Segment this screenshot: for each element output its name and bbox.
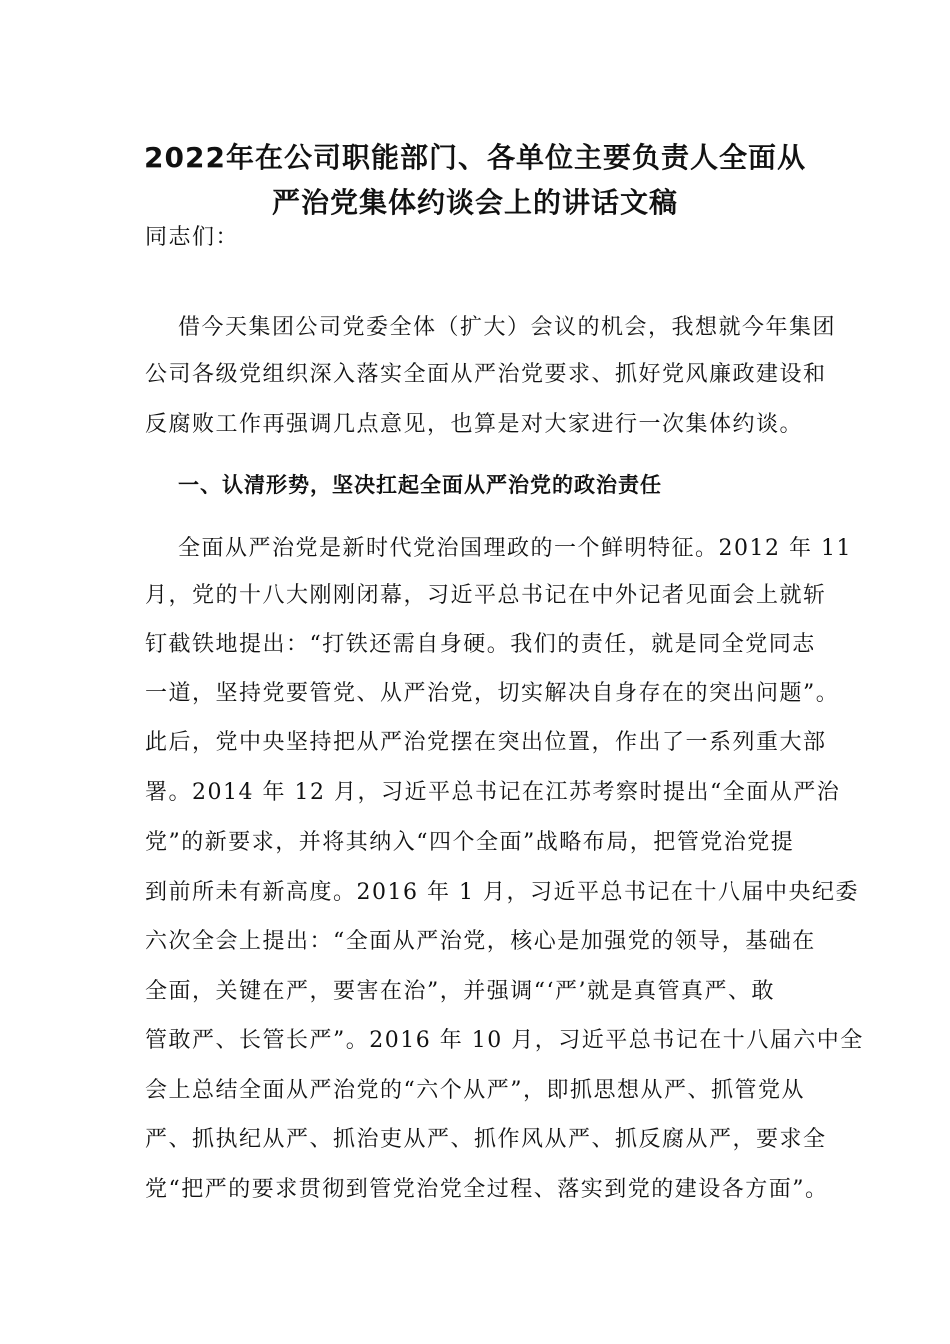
section-1-line-4: 一道，坚持党要管党、从严治党，切实解决自身存在的突出问题”。 xyxy=(145,681,840,706)
section-1-line-11: 管敢严、长管长严”。2016 年 10 月，习近平总书记在十八届六中全 xyxy=(145,1028,864,1053)
section-1-line-10: 全面，关键在严，要害在治”，并强调“‘严’就是真管真严、敢 xyxy=(145,979,775,1004)
document-title-line-2: 严治党集体约谈会上的讲话文稿 xyxy=(271,186,678,219)
salutation: 同志们： xyxy=(145,225,240,250)
section-1-line-9: 六次全会上提出：“全面从严治党，核心是加强党的领导，基础在 xyxy=(145,929,816,954)
intro-line-3: 反腐败工作再强调几点意见，也算是对大家进行一次集体约谈。 xyxy=(145,412,804,437)
section-1-line-13: 严、抓执纪从严、抓治吏从严、抓作风从严、抓反腐从严，要求全 xyxy=(145,1127,827,1152)
section-1-line-5: 此后，党中央坚持把从严治党摆在突出位置，作出了一系列重大部 xyxy=(145,730,827,755)
section-1-line-8: 到前所未有新高度。2016 年 1 月，习近平总书记在十八届中央纪委 xyxy=(145,880,859,905)
section-1-line-7: 党”的新要求，并将其纳入“四个全面”战略布局，把管党治党提 xyxy=(145,830,795,855)
section-1-line-3: 钉截铁地提出：“打铁还需自身硬。我们的责任，就是同全党同志 xyxy=(145,632,816,657)
section-1-line-14: 党“把严的要求贯彻到管党治党全过程、落实到党的建设各方面”。 xyxy=(145,1177,829,1202)
section-1-line-2: 月，党的十八大刚刚闭幕，习近平总书记在中外记者见面会上就斩 xyxy=(145,583,827,608)
section-1-line-6: 署。2014 年 12 月，习近平总书记在江苏考察时提出“全面从严治 xyxy=(145,780,841,805)
document-title-line-1: 2022年在公司职能部门、各单位主要负责人全面从 xyxy=(144,141,806,174)
section-1-line-1: 全面从严治党是新时代党治国理政的一个鲜明特征。2012 年 11 xyxy=(178,536,852,561)
intro-line-2: 公司各级党组织深入落实全面从严治党要求、抓好党风廉政建设和 xyxy=(145,362,827,387)
section-1-heading: 一、认清形势，坚决扛起全面从严治党的政治责任 xyxy=(178,473,662,497)
section-1-line-12: 会上总结全面从严治党的“六个从严”，即抓思想从严、抓管党从 xyxy=(145,1078,805,1103)
intro-line-1: 借今天集团公司党委全体（扩大）会议的机会，我想就今年集团 xyxy=(178,315,837,340)
